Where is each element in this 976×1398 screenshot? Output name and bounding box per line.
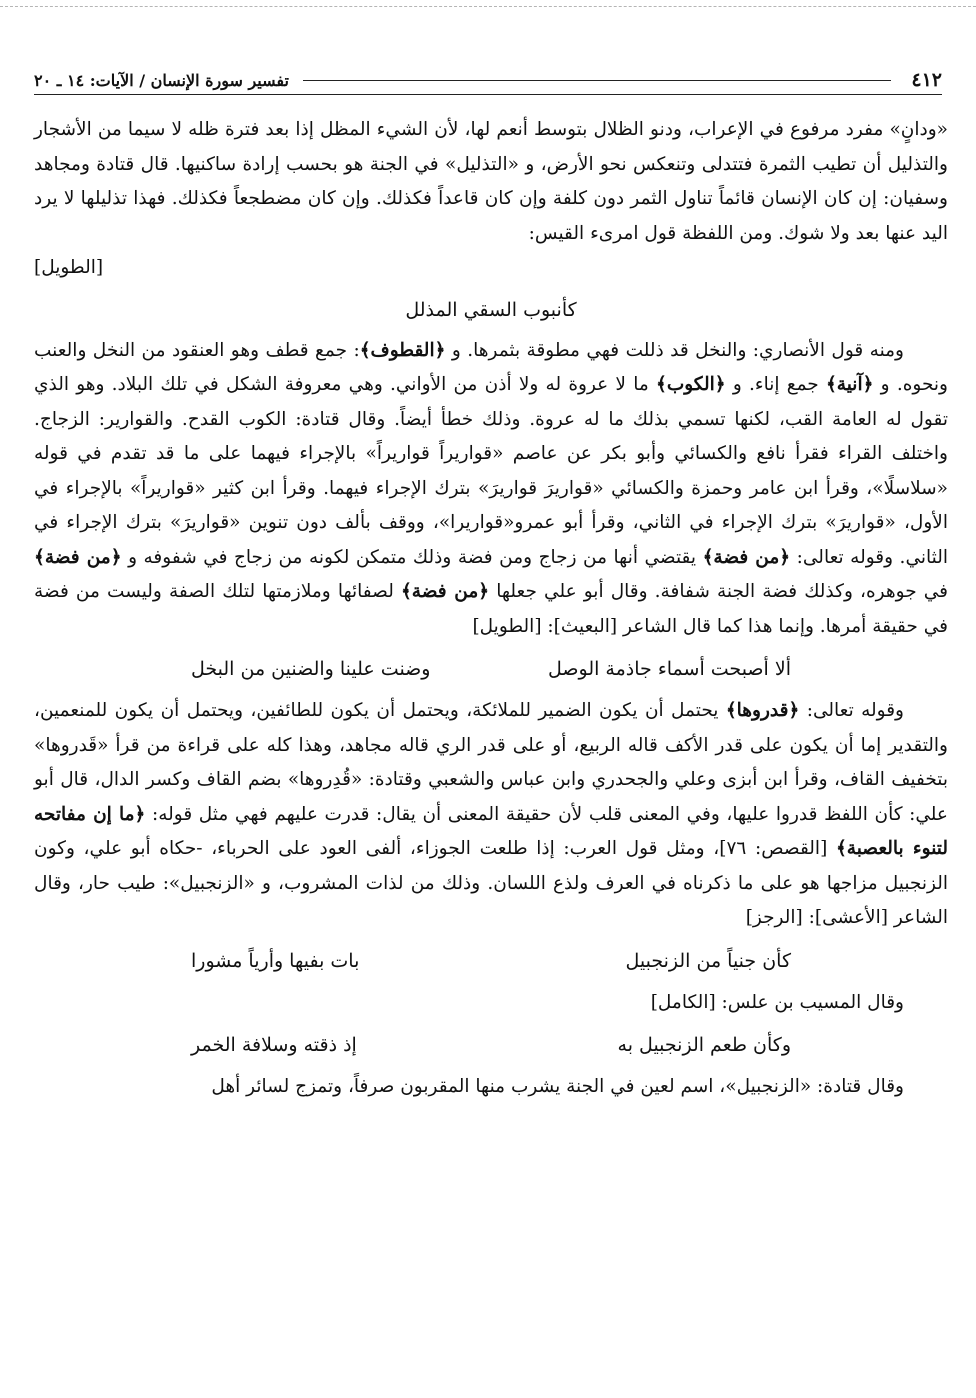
- p3-text-2: يحتمل أن يكون الضمير للملائكة، ويحتمل أن يكون للطائفين، ويحتمل أن يكون للمنعمين، والتقدير إما أن يكون على قدر الأكف قاله الربيع، أو على قدر الري قاله مجاهد، وهذا كله على قراءة من قرأ «قَدروها» بتخفيف القاف، وقرأ ابن أبزى وعلي والجحدري وابن عباس والشعبي وقتادة: «قُدِروها» بضم القاف وكسر الدال، قال أبو علي: كأن اللفظ قدروا عليها، وفي المعنى قلب لأن حقيقة المعنى أن يقال: قدرت عليهم فهي مثل قوله:: [34, 700, 948, 825]
- quran-quote-kub: ﴿الكوب﴾: [655, 374, 726, 395]
- quran-quote-min-fidda-3: ﴿من فضة﴾: [400, 581, 490, 602]
- top-scan-rule: [0, 6, 976, 7]
- paragraph-3: [34, 694, 948, 936]
- quran-quote-aniya: ﴿آنية﴾: [825, 374, 874, 395]
- paragraph-1: [34, 113, 948, 286]
- p2-text-7: لصفائها وملازمتها لتلك الصفة وليست من فضة في حقيقة أمرها. وإنما هذا كما قال الشاعر [البعيث]: [الطويل]: [34, 581, 948, 637]
- verse-1: كأنبوب السقي المذلل: [405, 298, 577, 321]
- verse-3-first-hemistich: كأن جنياً من الزنجبيل: [625, 949, 791, 972]
- quran-quote-mafatihahu: ﴿ما إن مفاتحه لتنوء بالعصبة﴾: [34, 803, 948, 859]
- paragraph-4: وقال المسيب بن علس: [الكامل]: [650, 991, 904, 1013]
- verse-3: [34, 936, 948, 986]
- paragraph-5: وقال قتادة: «الزنجبيل»، اسم لعين في الجنة يشرب منها المقربون صرفاً، وتمزج لسائر أهل: [211, 1076, 904, 1097]
- verse-3-second-hemistich: بات بفيها وأرياً مشورا: [191, 949, 360, 972]
- header-rule: [303, 80, 891, 81]
- p2-text-4: ما لا عروة له ولا أذن من الأواني. وهي معروفة الشكل في تلك البلاد. وهو الذي تقول له العامة القب، لكنها تسمي بذلك ما له عروة. وذلك خطأ أيضاً. وقال قتادة: الكوب القدح. والقوارير: الزجاج. واختلف القراء فقرأ نافع والكسائي وأبو بكر عن عاصم «قواريراً قواريراً» بالإجراء فيهما على ما قد تقدم في قوله «سلاسلًا»، وقرأ ابن عامر وحمزة والكسائي «قواريرَ قواريرَ» بترك الإجراء فيهما. وقرأ ابن كثير «قواريراً» بالإجراء في الأول، «قواريرَ» بترك الإجراء في الثاني، وقرأ أبو عمرو«قواريرا»، ووقف بألف دون تنوين «قواريرَ» بترك الإجراء في الثاني. وقوله تعالى:: [34, 374, 949, 568]
- paragraph-1-text: «ودانٍ» مفرد مرفوع في الإعراب، ودنو الظلال بتوسط أنعم لها، لأن الشيء المظل إذا بعد فترة ظله لا سيما من الأشجار والتذليل أن تطيب الثمرة فتتدلى وتنعكس نحو الأرض، و «التذليل» في الجنة هو بحسب إرادة ساكنيها. قال قتادة ومجاهد وسفيان: إن كان الإنسان قائماً تناول الثمر دون كلفة وإن كان قاعداً فكذلك. وإن كان مضطجعاً فكذلك. فهذا تذليلها لا يرد اليد عنها بعد ولا شوك. ومن اللفظة قول امرىء القيس:: [34, 119, 948, 244]
- p2-text-5: يقتضي أنها من زجاج ومن فضة وذلك متمكن لكونه من زجاج في شفوفه و: [121, 546, 703, 568]
- quran-quote-min-fidda-1: ﴿من فضة﴾: [702, 546, 791, 568]
- verse-2-second-hemistich: وضنت علينا والضنين من البخل: [191, 658, 431, 680]
- verse-2: [34, 644, 948, 694]
- page-body: [34, 113, 948, 1105]
- page-header: [34, 66, 942, 95]
- paragraph-2: [34, 334, 948, 645]
- quran-quote-qaddaruha: ﴿قدروها﴾: [725, 700, 800, 721]
- p2-text-3: جمع إناء. و: [725, 374, 826, 395]
- page-number: ٤١٢: [911, 69, 942, 91]
- p3-text-3: [القصص: ٧٦]، ومثل قول العرب: إذا طلعت الجوزاء، ألفى العود على الحرباء، -حكاه أبو علي، وكون الزنجبيل مزاجها هو على ما ذكرناه في العرف ولذع اللسان. وذلك من لذات المشروب، و «الزنجبيل»: طيب حار، وقال الشاعر [الأعشى]: [الرجز]: [34, 838, 948, 928]
- quran-quote-qutuf: ﴿القطوف﴾: [359, 339, 446, 361]
- p2-text-1: ومنه قول الأنصاري: والنخل قد ذللت فهي مطوقة بثمرها. و: [445, 339, 904, 361]
- p2-text-2: : جمع قطف وهو العنقود من النخل والعنب ونحوه. و: [34, 339, 948, 395]
- p3-text-1: وقوله تعالى:: [799, 700, 904, 721]
- quran-quote-min-fidda-2: ﴿من فضة﴾: [34, 546, 122, 568]
- verse-4-second-hemistich: إذ ذقته وسلافة الخمر: [191, 1034, 357, 1056]
- verse-4-first-hemistich: وكأن طعم الزنجبيل به: [617, 1034, 791, 1056]
- verse-2-first-hemistich: ألا أصبحت أسماء جاذمة الوصل: [547, 658, 791, 680]
- p2-text-6: في جوهره، وكذلك فضة الجنة شفافة. وقال أبو علي جعلها: [489, 581, 949, 602]
- running-title: تفسير سورة الإنسان / الآيات: ١٤ ـ ٢٠: [34, 70, 289, 90]
- verse-4: [34, 1020, 948, 1070]
- meter-label-tawil: [الطويل]: [34, 257, 104, 278]
